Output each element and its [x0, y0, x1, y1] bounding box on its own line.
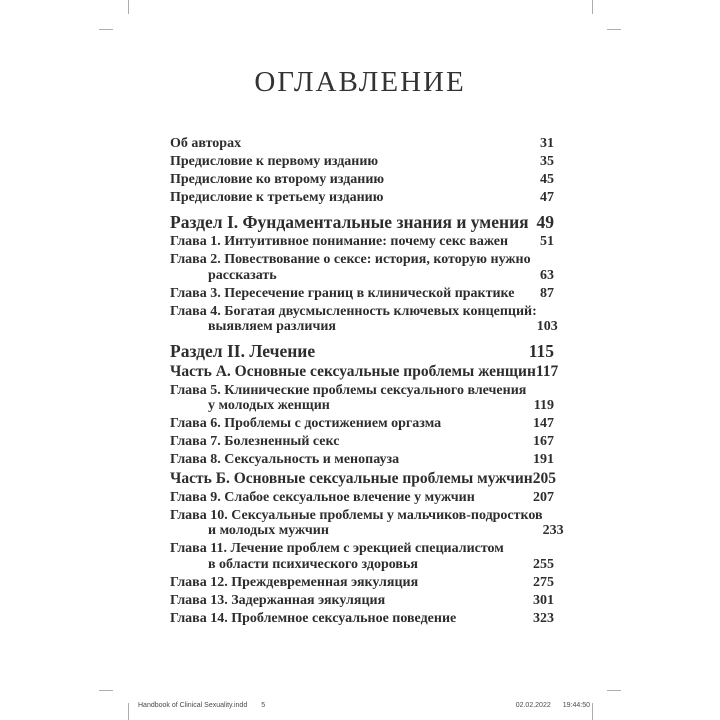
toc-entry-page: 205 — [532, 470, 556, 487]
toc-entry — [170, 342, 554, 361]
toc-entry-label: Глава 14. Проблемное сексуальное поведение — [170, 610, 457, 626]
toc-entry-label: Глава 3. Пересечение границ в клинической практике — [170, 285, 515, 301]
toc-entry-page: 63 — [540, 267, 554, 283]
footer-time: 19:44:50 — [562, 702, 590, 709]
toc-entry-page: 87 — [540, 285, 554, 301]
toc-entry-label: Глава 6. Проблемы с достижением оргазма — [170, 416, 442, 431]
toc-entry-page: 49 — [536, 211, 554, 232]
crop-mark-bottom-right-vertical — [592, 703, 593, 720]
footer-file-slug — [138, 702, 265, 709]
toc-entry-page: 35 — [540, 154, 554, 169]
crop-mark-top-right-vertical — [592, 0, 593, 14]
toc-entry-label: Глава 2. Повествование о сексе: история, которую нужно рассказать — [170, 252, 531, 283]
toc-entry-page: 117 — [535, 363, 559, 380]
toc-entry-page: 233 — [542, 523, 564, 538]
toc-entry-page: 47 — [540, 190, 554, 205]
toc-entry — [170, 172, 554, 188]
footer-file-name: Handbook of Clinical Sexuality.indd — [138, 702, 248, 709]
toc-entry — [170, 575, 554, 591]
toc-entry-page: 51 — [540, 234, 554, 249]
toc-entry-page: 31 — [540, 136, 554, 151]
toc-entry-label: Глава 5. Клинические проблемы сексуального влечения у молодых женщин — [170, 382, 527, 413]
toc-entry-label: Часть Б. Основные сексуальные проблемы мужчин — [170, 470, 533, 487]
toc-entry-label: Об авторах — [170, 136, 242, 151]
toc-entry — [170, 434, 554, 450]
toc-entry — [170, 383, 554, 414]
toc-entry-page: 103 — [536, 319, 558, 334]
toc-entry-page: 45 — [540, 172, 554, 187]
toc-entry-page: 147 — [533, 416, 554, 431]
footer-page-marker: 5 — [261, 702, 266, 709]
crop-mark-top-left-horizontal — [99, 29, 113, 30]
toc-entry-label: Глава 1. Интуитивное понимание: почему секс важен — [170, 234, 509, 249]
toc-entry-label: Глава 4. Богатая двусмысленность ключевых концепций: выявляем различия — [170, 303, 537, 334]
toc-entry — [170, 452, 554, 468]
toc-entry — [170, 154, 554, 170]
toc-entry-page: 275 — [533, 574, 554, 590]
toc-entry — [170, 541, 554, 572]
toc-entry — [170, 363, 559, 380]
toc-entry — [170, 136, 554, 152]
toc-entry-label: Часть А. Основные сексуальные проблемы женщин — [170, 363, 536, 380]
toc-entry — [170, 470, 554, 487]
toc-entry-label: Глава 11. Лечение проблем с эрекцией специалистом в области психического здоровья — [170, 541, 504, 572]
toc-entry-page: 115 — [528, 340, 554, 361]
crop-mark-bottom-left-vertical — [128, 703, 129, 720]
toc-entry — [170, 593, 554, 609]
toc-entry-page: 191 — [533, 452, 554, 467]
toc-entry-page: 167 — [533, 434, 554, 449]
toc-entry-label: Предисловие ко второму изданию — [170, 172, 385, 187]
toc-entry — [170, 286, 554, 302]
toc-entry-label: Глава 8. Сексуальность и менопауза — [170, 452, 400, 467]
toc-entry-label: Предисловие к третьему изданию — [170, 190, 384, 205]
toc-entry-page: 119 — [533, 398, 554, 413]
toc-entry-label: Глава 12. Преждевременная эякуляция — [170, 574, 419, 590]
toc-entry — [170, 490, 554, 506]
crop-mark-top-right-horizontal — [607, 29, 621, 30]
toc-entry-label: Глава 7. Болезненный секс — [170, 434, 340, 449]
toc-entry-label: Глава 9. Слабое сексуальное влечение у мужчин — [170, 489, 475, 505]
toc-entry-label: Предисловие к первому изданию — [170, 154, 379, 169]
toc-entry-page: 207 — [533, 489, 554, 505]
toc-entry — [170, 213, 554, 232]
toc-entry-label: Раздел I. Фундаментальные знания и умения — [170, 211, 529, 232]
toc-entry — [170, 234, 554, 250]
crop-mark-bottom-left-horizontal — [99, 690, 113, 691]
crop-mark-bottom-right-horizontal — [607, 690, 621, 691]
toc-entry — [170, 611, 554, 627]
toc-entry-label: Глава 13. Задержанная эякуляция — [170, 592, 386, 608]
toc-entry-label: Раздел II. Лечение — [170, 340, 316, 361]
toc-entry — [170, 252, 554, 283]
footer-date: 02.02.2022 — [515, 702, 551, 709]
toc-entry-page: 323 — [533, 610, 554, 626]
toc-entry-label: Глава 10. Сексуальные проблемы у мальчиков-подростков и молодых мужчин — [170, 507, 543, 538]
footer-timestamp — [516, 702, 590, 709]
page-title: ОГЛАВЛЕНИЕ — [254, 66, 466, 98]
toc-entry-page: 301 — [533, 592, 554, 608]
toc-entry — [170, 190, 554, 206]
toc-list — [170, 136, 564, 629]
toc-entry-page: 255 — [533, 556, 554, 572]
toc-entry — [170, 507, 564, 539]
toc-entry — [170, 416, 554, 432]
crop-mark-top-left-vertical — [128, 0, 129, 14]
toc-entry — [170, 303, 558, 335]
